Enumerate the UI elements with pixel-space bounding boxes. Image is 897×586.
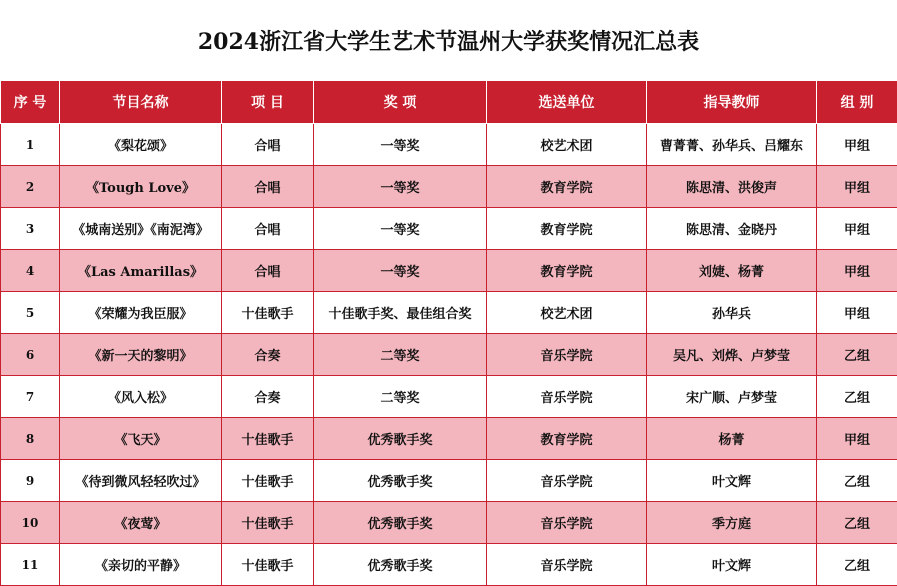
cell-award: 二等奖 xyxy=(314,334,487,376)
cell-instructor: 杨菁 xyxy=(647,418,817,460)
cell-group: 甲组 xyxy=(817,124,897,166)
cell-program-name: 《风入松》 xyxy=(60,376,222,418)
table-row xyxy=(1,502,897,544)
table-row xyxy=(1,250,897,292)
cell-category: 十佳歌手 xyxy=(222,418,314,460)
cell-unit: 音乐学院 xyxy=(487,334,647,376)
cell-unit: 校艺术团 xyxy=(487,292,647,334)
cell-group: 甲组 xyxy=(817,166,897,208)
cell-instructor: 陈思清、金晓丹 xyxy=(647,208,817,250)
table-row xyxy=(1,208,897,250)
cell-program-name: 《梨花颂》 xyxy=(60,124,222,166)
cell-instructor: 刘婕、杨菁 xyxy=(647,250,817,292)
cell-instructor: 吴凡、刘烨、卢梦莹 xyxy=(647,334,817,376)
cell-program-name: 《夜莺》 xyxy=(60,502,222,544)
cell-award: 优秀歌手奖 xyxy=(314,460,487,502)
page-title: 2024浙江省大学生艺术节温州大学获奖情况汇总表 xyxy=(0,0,897,80)
cell-index: 4 xyxy=(1,250,60,292)
cell-award: 优秀歌手奖 xyxy=(314,502,487,544)
cell-group: 乙组 xyxy=(817,376,897,418)
cell-award: 一等奖 xyxy=(314,208,487,250)
cell-category: 十佳歌手 xyxy=(222,292,314,334)
cell-category: 合唱 xyxy=(222,208,314,250)
cell-index: 10 xyxy=(1,502,60,544)
cell-group: 乙组 xyxy=(817,334,897,376)
header-index: 序 号 xyxy=(1,81,60,124)
header-unit: 选送单位 xyxy=(487,81,647,124)
cell-group: 甲组 xyxy=(817,208,897,250)
cell-award: 十佳歌手奖、最佳组合奖 xyxy=(314,292,487,334)
table-row xyxy=(1,376,897,418)
cell-category: 合唱 xyxy=(222,250,314,292)
table-header-row xyxy=(1,81,897,124)
cell-award: 优秀歌手奖 xyxy=(314,544,487,586)
cell-instructor: 曹菁菁、孙华兵、吕耀东 xyxy=(647,124,817,166)
cell-index: 8 xyxy=(1,418,60,460)
cell-program-name: 《Tough Love》 xyxy=(60,166,222,208)
header-group: 组 别 xyxy=(817,81,897,124)
cell-group: 甲组 xyxy=(817,292,897,334)
cell-unit: 音乐学院 xyxy=(487,376,647,418)
table-body xyxy=(1,124,897,586)
cell-category: 十佳歌手 xyxy=(222,544,314,586)
cell-index: 1 xyxy=(1,124,60,166)
table-row xyxy=(1,334,897,376)
cell-unit: 音乐学院 xyxy=(487,544,647,586)
cell-category: 合奏 xyxy=(222,376,314,418)
cell-index: 7 xyxy=(1,376,60,418)
table-row xyxy=(1,124,897,166)
cell-program-name: 《待到微风轻轻吹过》 xyxy=(60,460,222,502)
cell-category: 十佳歌手 xyxy=(222,460,314,502)
cell-program-name: 《荣耀为我臣服》 xyxy=(60,292,222,334)
cell-award: 优秀歌手奖 xyxy=(314,418,487,460)
cell-unit: 教育学院 xyxy=(487,208,647,250)
cell-index: 2 xyxy=(1,166,60,208)
cell-instructor: 陈思清、洪俊声 xyxy=(647,166,817,208)
table-row xyxy=(1,292,897,334)
cell-instructor: 叶文辉 xyxy=(647,460,817,502)
cell-award: 二等奖 xyxy=(314,376,487,418)
cell-category: 合唱 xyxy=(222,166,314,208)
header-category: 项 目 xyxy=(222,81,314,124)
cell-group: 甲组 xyxy=(817,418,897,460)
cell-instructor: 叶文辉 xyxy=(647,544,817,586)
awards-table xyxy=(0,80,897,586)
cell-program-name: 《飞天》 xyxy=(60,418,222,460)
cell-unit: 教育学院 xyxy=(487,418,647,460)
cell-group: 乙组 xyxy=(817,460,897,502)
cell-program-name: 《Las Amarillas》 xyxy=(60,250,222,292)
cell-instructor: 孙华兵 xyxy=(647,292,817,334)
table-row xyxy=(1,166,897,208)
cell-group: 乙组 xyxy=(817,544,897,586)
cell-instructor: 季方庭 xyxy=(647,502,817,544)
table-row xyxy=(1,418,897,460)
cell-group: 甲组 xyxy=(817,250,897,292)
cell-index: 5 xyxy=(1,292,60,334)
cell-instructor: 宋广顺、卢梦莹 xyxy=(647,376,817,418)
cell-unit: 音乐学院 xyxy=(487,460,647,502)
cell-program-name: 《新一天的黎明》 xyxy=(60,334,222,376)
table-row xyxy=(1,460,897,502)
cell-category: 合唱 xyxy=(222,124,314,166)
cell-index: 11 xyxy=(1,544,60,586)
cell-award: 一等奖 xyxy=(314,166,487,208)
cell-unit: 校艺术团 xyxy=(487,124,647,166)
cell-program-name: 《城南送别》《南泥湾》 xyxy=(60,208,222,250)
cell-group: 乙组 xyxy=(817,502,897,544)
cell-index: 3 xyxy=(1,208,60,250)
cell-index: 6 xyxy=(1,334,60,376)
header-program-name: 节目名称 xyxy=(60,81,222,124)
table-row xyxy=(1,544,897,586)
cell-unit: 教育学院 xyxy=(487,166,647,208)
header-instructor: 指导教师 xyxy=(647,81,817,124)
cell-category: 合奏 xyxy=(222,334,314,376)
cell-award: 一等奖 xyxy=(314,250,487,292)
cell-category: 十佳歌手 xyxy=(222,502,314,544)
header-award: 奖 项 xyxy=(314,81,487,124)
cell-unit: 音乐学院 xyxy=(487,502,647,544)
cell-award: 一等奖 xyxy=(314,124,487,166)
cell-program-name: 《亲切的平静》 xyxy=(60,544,222,586)
cell-index: 9 xyxy=(1,460,60,502)
cell-unit: 教育学院 xyxy=(487,250,647,292)
